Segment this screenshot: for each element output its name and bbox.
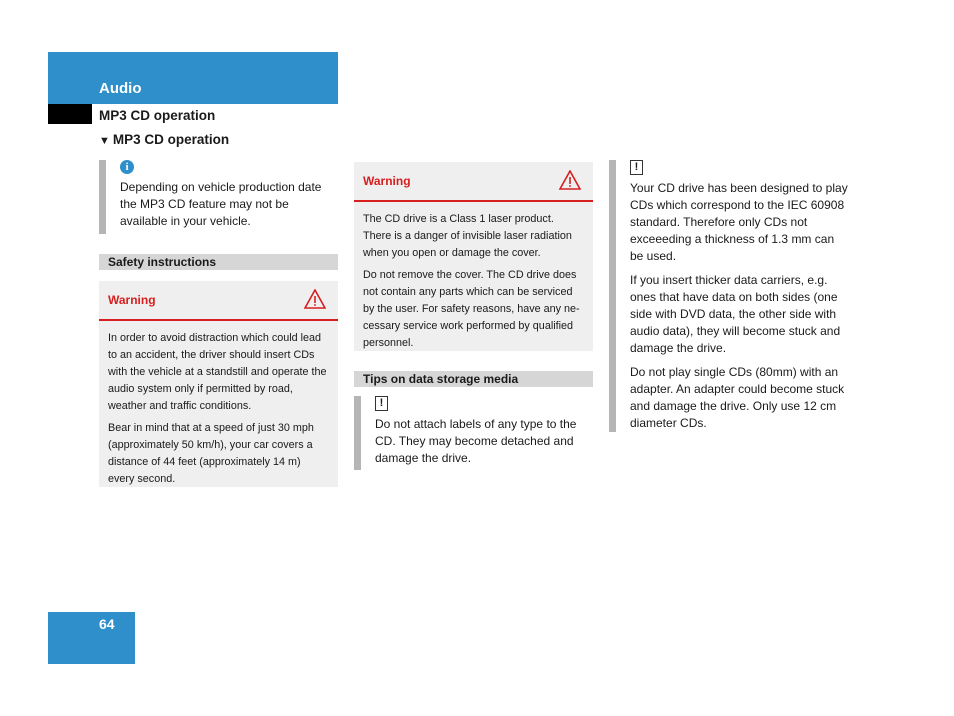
note-paragraph: Your CD drive has been designed to play CDs which correspond to the IEC 60908 standard. Therefore only CDs not exceeeding a thickness of 1.3 mm can be used. [630, 181, 848, 263]
warning-body [354, 202, 593, 361]
topic-title-text: MP3 CD operation [112, 132, 230, 147]
warning-body [99, 321, 338, 497]
warning-paragraph: In order to avoid distraction which could lead to an accident, the driver should insert CDs with the vehicle at a standstill and operate the audio system only if permitted by road, weather and traffic conditions. [108, 332, 327, 412]
page-number: 64 [99, 616, 115, 632]
section-marker-bar [48, 104, 92, 124]
tips-heading: Tips on data storage media [354, 371, 593, 387]
laser-warning-box [354, 162, 593, 351]
warning-triangle-icon [304, 289, 326, 309]
warning-title: Warning [363, 174, 411, 188]
topic-title [99, 132, 229, 147]
info-icon: i [120, 160, 134, 174]
info-note [99, 160, 338, 234]
warning-paragraph: The CD drive is a Class 1 laser product. There is a danger of invisible laser radiation when you open or damage the cover. [363, 213, 572, 259]
caution-note [354, 396, 593, 470]
warning-header [99, 281, 338, 321]
warning-paragraph: Bear in mind that at a speed of just 30 mph (approximately 50 km/h), your car covers a distance of 44 feet (approximately 14 m) every second. [108, 422, 314, 485]
exclamation-icon: ! [375, 396, 388, 411]
safety-instructions-heading: Safety instructions [99, 254, 338, 270]
safety-warning-box [99, 281, 338, 487]
note-paragraph: If you insert thicker data carriers, e.g. ones that have data on both sides (one side with DVD data, the other side with audio data), they will become stuck and damage the drive. [630, 273, 841, 355]
topic-marker-icon: ▼ [99, 135, 110, 147]
warning-paragraph: Do not remove the cover. The CD drive does not contain any parts which can be serviced by the user. For safety reasons, have any ne-cessary service work performed by qualified personnel. [363, 269, 580, 349]
caution-note-cd-standard [609, 160, 848, 432]
exclamation-icon: ! [630, 160, 643, 175]
section-tab [48, 52, 338, 104]
warning-header [354, 162, 593, 202]
info-note-text: Depending on vehicle production date the MP3 CD feature may not be available in your vehicle. [120, 180, 322, 228]
note-paragraph: Do not play single CDs (80mm) with an adapter. An adapter could become stuck and damage the drive. Only use 12 cm diameter CDs. [630, 365, 845, 430]
caution-note-text: Do not attach labels of any type to the CD. They may become detached and damage the drive. [375, 417, 577, 465]
page-number-tab [48, 612, 135, 664]
warning-triangle-icon [559, 170, 581, 190]
subsection-title: MP3 CD operation [99, 108, 216, 123]
section-title: Audio [99, 80, 142, 97]
warning-title: Warning [108, 293, 156, 307]
